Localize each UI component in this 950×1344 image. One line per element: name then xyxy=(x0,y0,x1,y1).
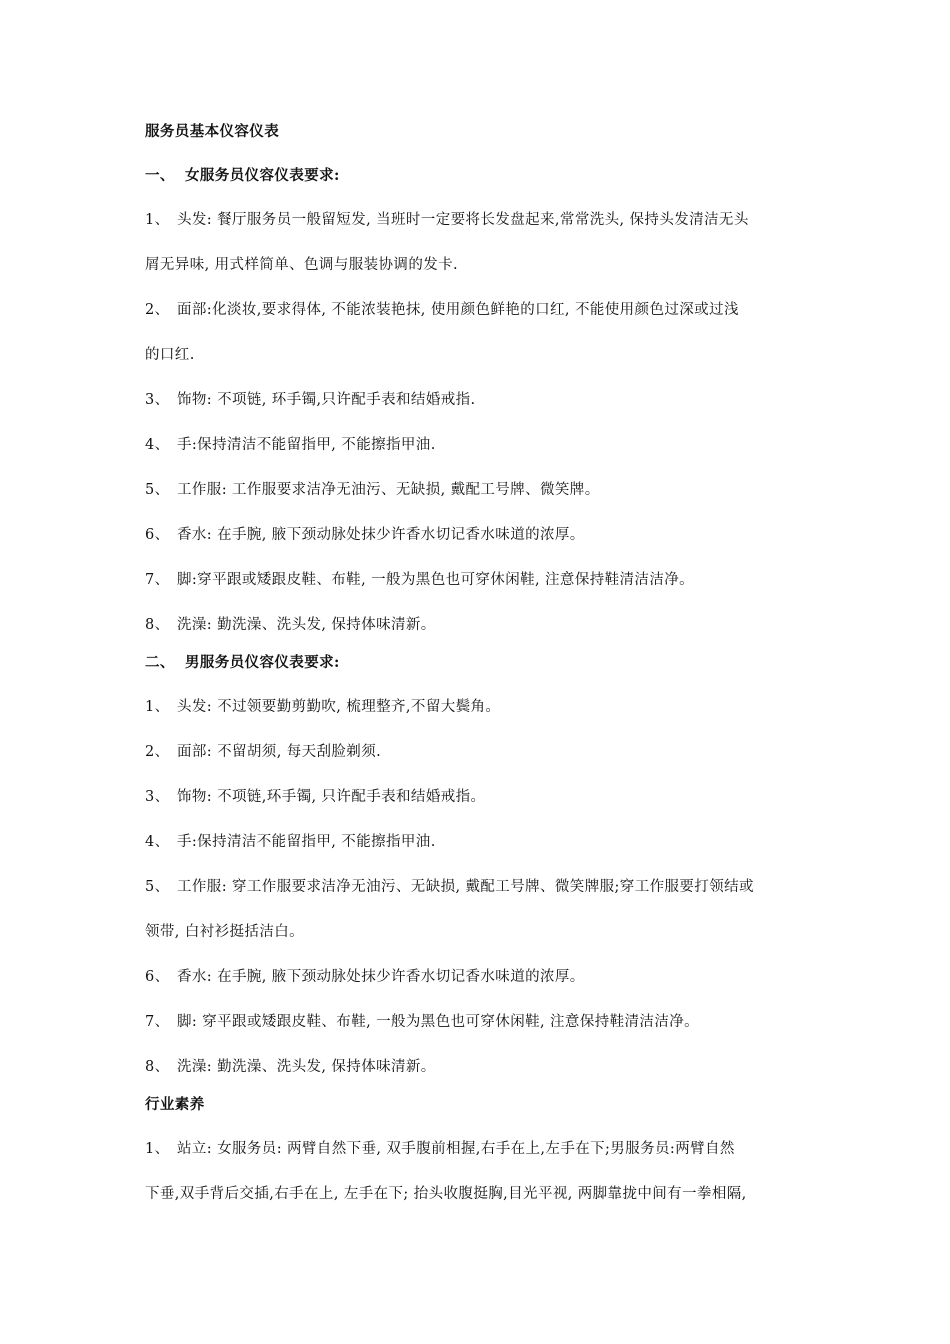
list-item xyxy=(145,1057,825,1077)
list-item xyxy=(145,480,825,500)
item-text: 面部:化淡妆,要求得体, 不能浓装艳抹, 使用颜色鲜艳的口红, 不能使用颜色过深或过浅 xyxy=(177,302,739,318)
item-text: 洗澡: 勤洗澡、洗头发, 保持体味清新。 xyxy=(177,1059,436,1075)
item-text: 饰物: 不项链,环手镯, 只许配手表和结婚戒指。 xyxy=(177,789,486,805)
document-body xyxy=(145,122,825,1229)
item-text: 手:保持清洁不能留指甲, 不能擦指甲油. xyxy=(177,834,436,850)
item-number: 1、 xyxy=(145,212,170,228)
item-number: 4、 xyxy=(145,437,170,453)
item-text: 面部: 不留胡须, 每天刮脸剃须. xyxy=(177,744,382,760)
item-number: 2、 xyxy=(145,302,170,318)
list-item xyxy=(145,1012,825,1032)
item-number: 2、 xyxy=(145,744,170,760)
item-text: 饰物: 不项链, 环手镯,只许配手表和结婚戒指. xyxy=(177,392,476,408)
section-title: 女服务员仪容仪表要求: xyxy=(185,167,340,184)
list-item xyxy=(145,435,825,455)
item-number: 1、 xyxy=(145,1141,170,1157)
item-text: 头发: 不过领要勤剪勤吹, 梳理整齐,不留大鬓角。 xyxy=(177,699,501,715)
list-item xyxy=(145,570,825,590)
item-number: 3、 xyxy=(145,392,170,408)
list-item xyxy=(145,300,825,365)
list-item xyxy=(145,877,825,942)
item-text: 洗澡: 勤洗澡、洗头发, 保持体味清新。 xyxy=(177,617,436,633)
item-text: 工作服: 工作服要求洁净无油污、无缺损, 戴配工号牌、微笑牌。 xyxy=(177,482,600,498)
list-item xyxy=(145,390,825,410)
item-text: 头发: 餐厅服务员一般留短发, 当班时一定要将长发盘起来,常常洗头, 保持头发清洁无头 xyxy=(177,212,749,228)
section-title: 男服务员仪容仪表要求: xyxy=(185,654,340,671)
list-item xyxy=(145,615,825,635)
section-heading-female xyxy=(145,166,825,192)
item-text: 手:保持清洁不能留指甲, 不能擦指甲油. xyxy=(177,437,436,453)
list-item xyxy=(145,787,825,807)
section-heading-male xyxy=(145,653,825,679)
item-number: 8、 xyxy=(145,617,170,633)
section-heading-professionalism: 行业素养 xyxy=(145,1096,205,1113)
item-text: 香水: 在手腕, 腋下颈动脉处抹少许香水切记香水味道的浓厚。 xyxy=(177,969,585,985)
item-number: 6、 xyxy=(145,527,170,543)
item-text: 脚:穿平跟或矮跟皮鞋、布鞋, 一般为黑色也可穿休闲鞋, 注意保持鞋清洁洁净。 xyxy=(177,572,695,588)
item-number: 7、 xyxy=(145,1014,170,1030)
item-text: 脚: 穿平跟或矮跟皮鞋、布鞋, 一般为黑色也可穿休闲鞋, 注意保持鞋清洁洁净。 xyxy=(177,1014,700,1030)
item-number: 5、 xyxy=(145,482,170,498)
item-number: 6、 xyxy=(145,969,170,985)
list-item xyxy=(145,210,825,275)
item-number: 7、 xyxy=(145,572,170,588)
list-item xyxy=(145,1139,825,1204)
item-number: 3、 xyxy=(145,789,170,805)
item-text: 工作服: 穿工作服要求洁净无油污、无缺损, 戴配工号牌、微笑牌服;穿工作服要打领结或 xyxy=(177,879,754,895)
item-number: 4、 xyxy=(145,834,170,850)
item-number: 8、 xyxy=(145,1059,170,1075)
section-number: 一、 xyxy=(145,167,175,184)
list-item xyxy=(145,832,825,852)
item-text-continued: 屑无异味, 用式样简单、色调与服装协调的发卡. xyxy=(145,257,459,273)
document-title: 服务员基本仪容仪表 xyxy=(145,123,280,140)
list-item xyxy=(145,967,825,987)
list-item xyxy=(145,697,825,717)
item-number: 5、 xyxy=(145,879,170,895)
item-text-continued: 下垂,双手背后交插,右手在上, 左手在下; 抬头收腹挺胸,目光平视, 两脚靠拢中间有一拳相隔, xyxy=(145,1186,747,1202)
item-number: 1、 xyxy=(145,699,170,715)
item-text-continued: 的口红. xyxy=(145,347,195,363)
item-text: 香水: 在手腕, 腋下颈动脉处抹少许香水切记香水味道的浓厚。 xyxy=(177,527,585,543)
section-number: 二、 xyxy=(145,654,175,671)
list-item xyxy=(145,742,825,762)
list-item xyxy=(145,525,825,545)
item-text: 站立: 女服务员: 两臂自然下垂, 双手腹前相握,右手在上,左手在下;男服务员:两臂自然 xyxy=(177,1141,735,1157)
item-text-continued: 领带, 白衬衫挺括洁白。 xyxy=(145,924,305,940)
